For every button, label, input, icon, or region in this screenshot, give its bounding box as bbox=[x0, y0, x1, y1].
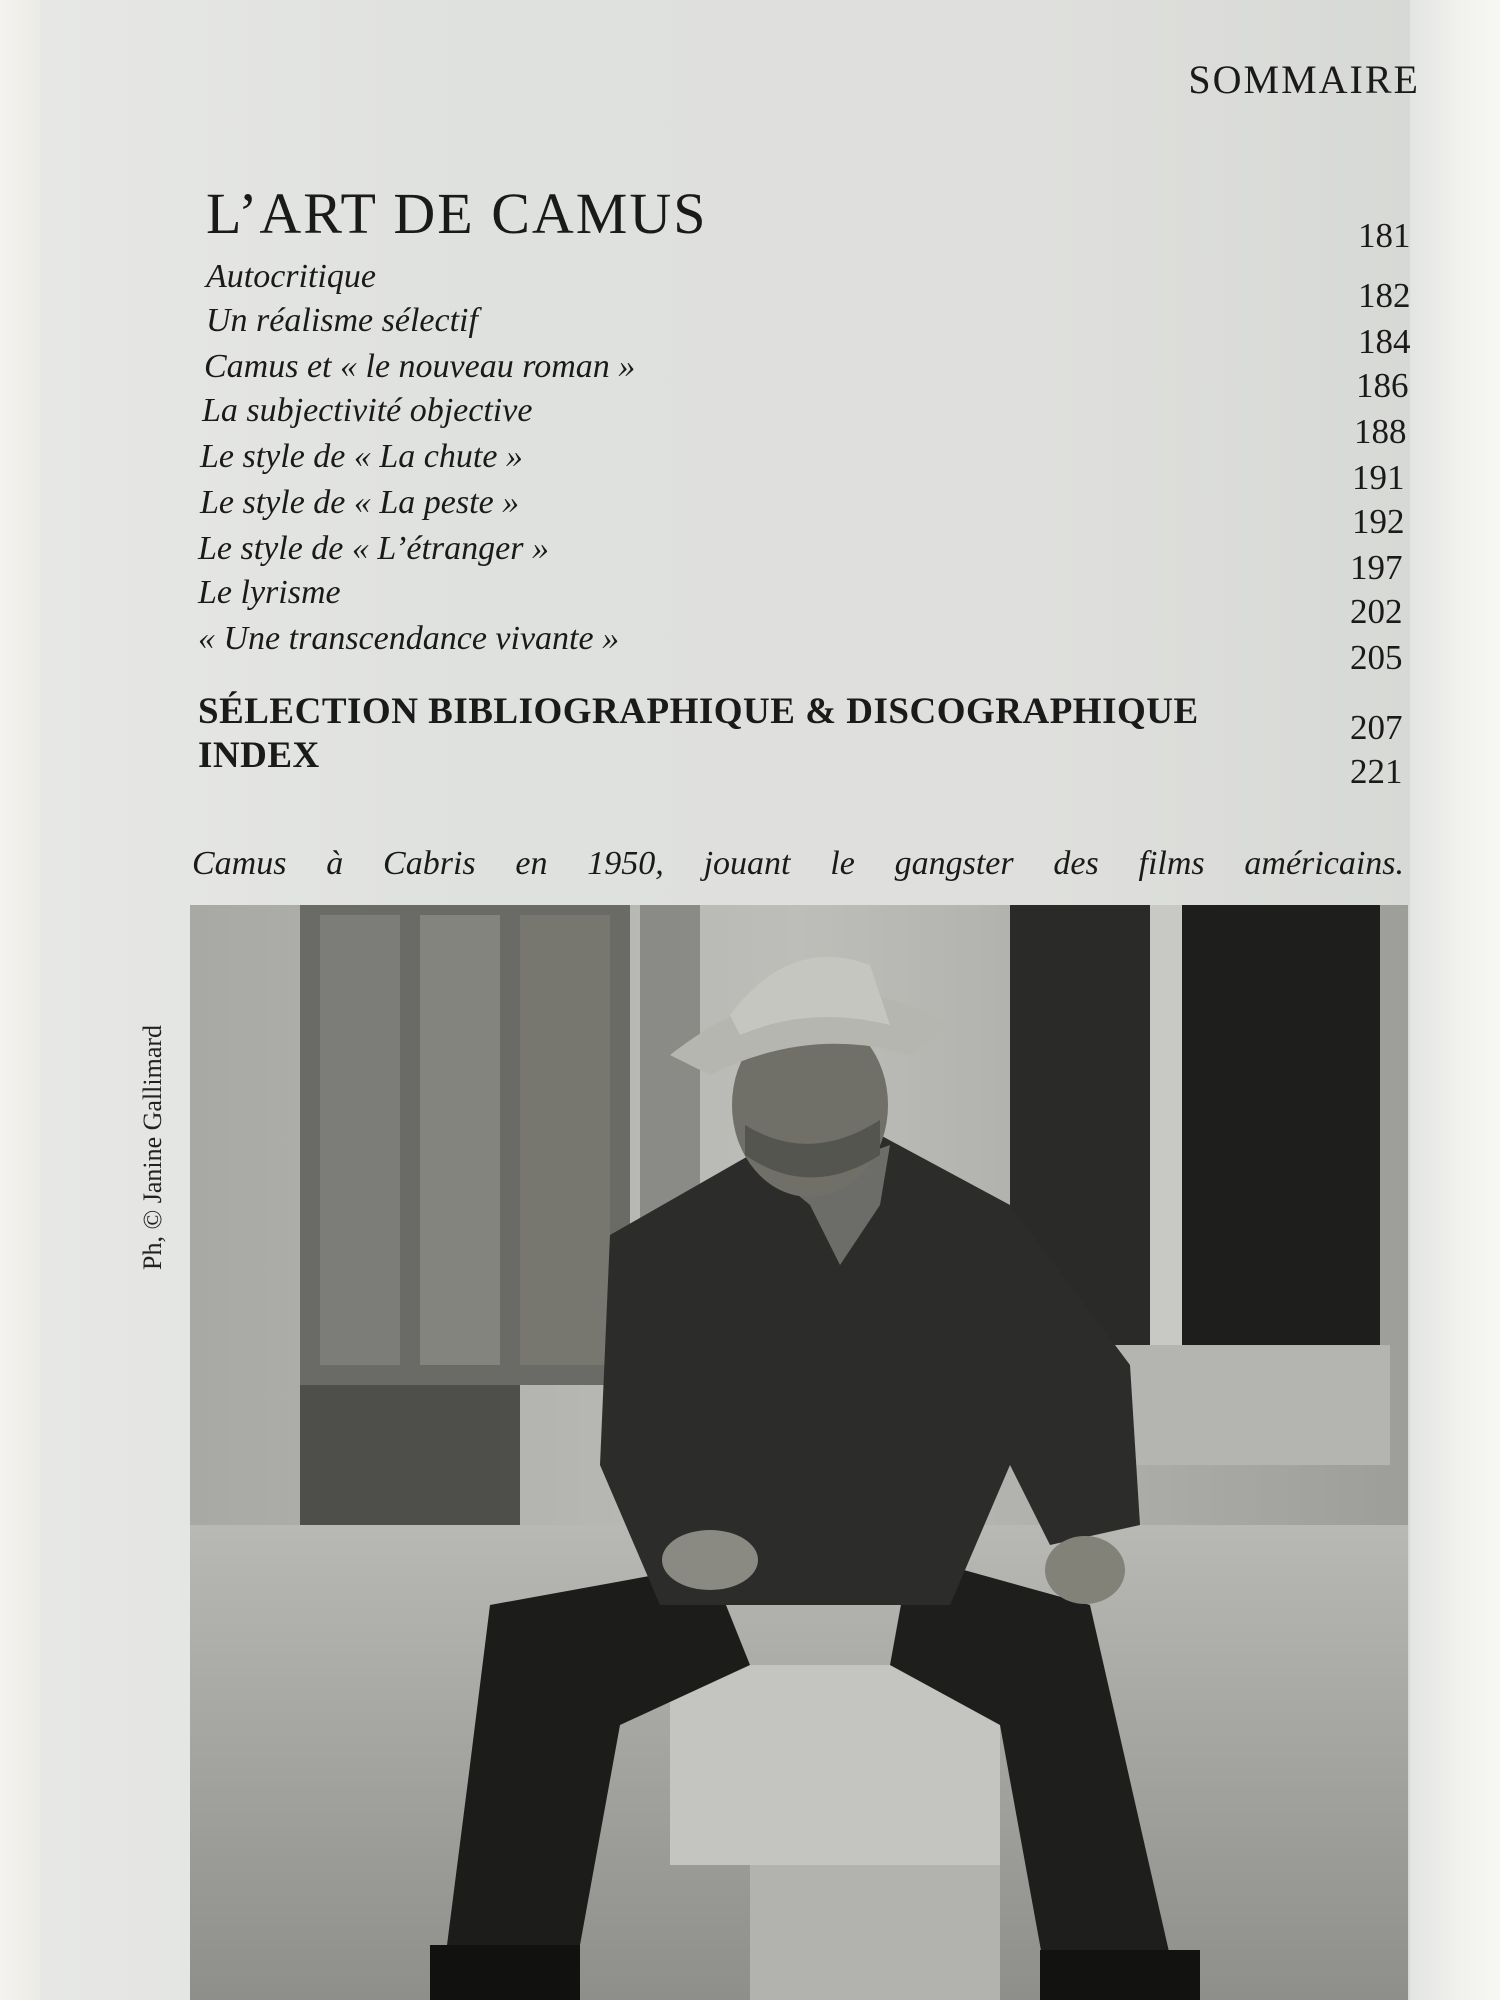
toc-main-page-number: 181 bbox=[1358, 216, 1411, 255]
toc-item-title: Le lyrisme bbox=[198, 574, 341, 611]
toc-section-page: 207 bbox=[1350, 708, 1403, 747]
toc-item-title: Le style de « La peste » bbox=[200, 484, 520, 521]
toc-item-title: Le style de « La chute » bbox=[200, 438, 523, 475]
page-edge-right bbox=[1410, 0, 1500, 2000]
photo-caption: Camus à Cabris en 1950, jouant le gangster des films américains. bbox=[192, 845, 1404, 882]
toc-item-page: 182 bbox=[1358, 276, 1411, 315]
toc-item-page: 191 bbox=[1352, 458, 1405, 497]
toc-item-title: Autocritique bbox=[206, 258, 376, 295]
toc-item-page: 186 bbox=[1356, 366, 1409, 405]
photo-credit: Ph, © Janine Gallimard bbox=[138, 1024, 167, 1270]
toc-item-page: 205 bbox=[1350, 638, 1403, 677]
page-edge-left bbox=[0, 0, 40, 2000]
toc-item-title: Le style de « L’étranger » bbox=[198, 530, 549, 567]
toc-section-title: SÉLECTION BIBLIOGRAPHIQUE & DISCOGRAPHIQUE bbox=[198, 691, 1199, 732]
photograph-camus-seated bbox=[190, 905, 1408, 2000]
toc-item-page: 188 bbox=[1354, 412, 1407, 451]
toc-item-title: Un réalisme sélectif bbox=[206, 302, 478, 339]
toc-item-title: « Une transcendance vivante » bbox=[198, 620, 620, 657]
toc-item-page: 192 bbox=[1352, 502, 1405, 541]
toc-section-title: INDEX bbox=[198, 735, 320, 776]
page-header-sommaire: SOMMAIRE bbox=[1188, 57, 1420, 102]
toc-section-page: 221 bbox=[1350, 752, 1403, 791]
toc-item-title: La subjectivité objective bbox=[202, 392, 533, 429]
toc-item-page: 202 bbox=[1350, 592, 1403, 631]
toc-item-page: 184 bbox=[1358, 322, 1411, 361]
toc-item-title: Camus et « le nouveau roman » bbox=[204, 348, 636, 385]
toc-main-title: L’ART DE CAMUS bbox=[206, 181, 708, 246]
toc-item-page: 197 bbox=[1350, 548, 1403, 587]
